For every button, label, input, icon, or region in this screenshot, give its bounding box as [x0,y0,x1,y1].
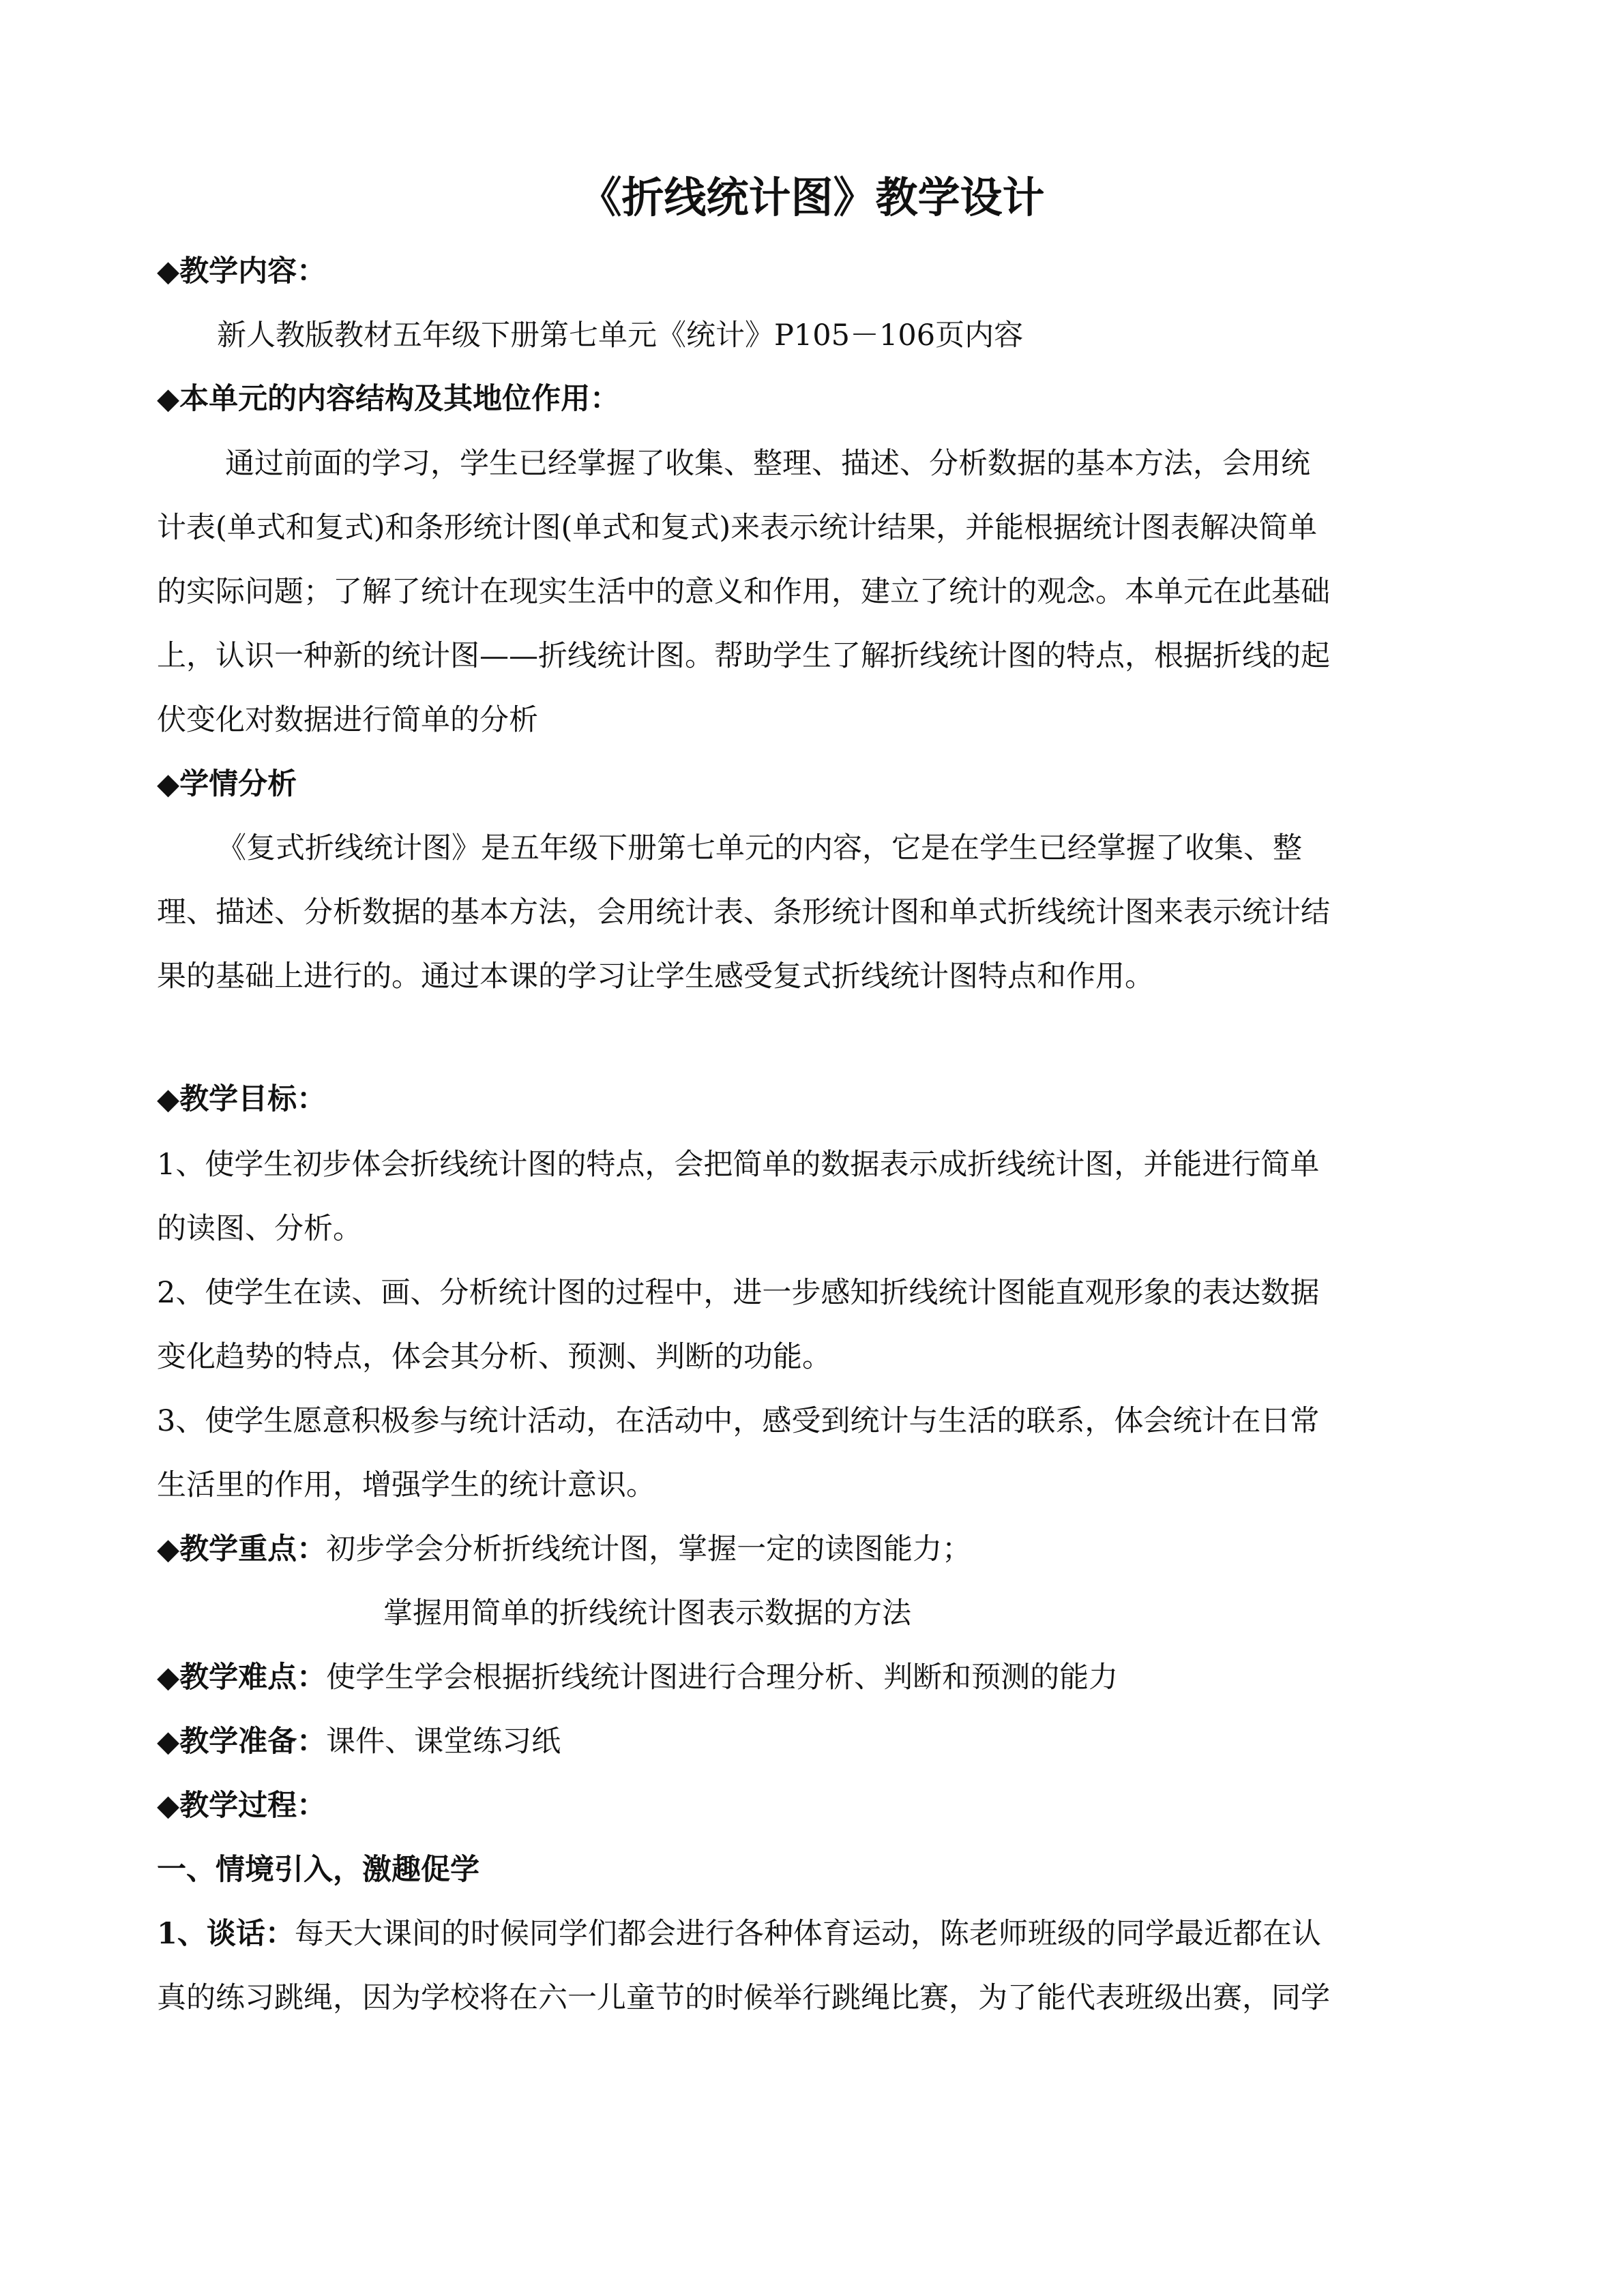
goals-line: 变化趋势的特点，体会其分析、预测、判断的功能。 [157,1340,831,1374]
structure-line: 伏变化对数据进行简单的分析 [157,703,538,737]
structure-line: 计表(单式和复式)和条形统计图(单式和复式)来表示统计结果，并能根据统计图表解决简单 [157,511,1318,545]
process-heading: ◆教学过程： [157,1789,327,1823]
goals-heading: ◆教学目标： [157,1082,327,1116]
preparation-row [157,1721,1473,1762]
talk-row [157,1913,1473,1954]
structure-line: 的实际问题；了解了统计在现实生活中的意义和作用，建立了统计的观念。本单元在此基础 [157,575,1330,609]
key-points-row [157,1529,1473,1570]
analysis-line: 果的基础上进行的。通过本课的学习让学生感受复式折线统计图特点和作用。 [157,959,1154,994]
structure-heading: ◆本单元的内容结构及其地位作用： [157,382,620,416]
goals-line: 1、使学生初步体会折线统计图的特点，会把简单的数据表示成折线统计图，并能进行简单 [157,1148,1320,1182]
process-step-heading: 一、情境引入，激趣促学 [157,1853,479,1887]
content-text: 新人教版教材五年级下册第七单元《统计》P105－106页内容 [217,318,1024,353]
difficulty-heading: ◆教学难点： [157,1660,327,1695]
preparation-heading: ◆教学准备： [157,1725,327,1759]
analysis-line: 《复式折线统计图》是五年级下册第七单元的内容，它是在学生已经掌握了收集、整 [217,831,1302,865]
goals-line: 生活里的作用，增强学生的统计意识。 [157,1468,655,1502]
talk-line: 真的练习跳绳，因为学校将在六一儿童节的时候举行跳绳比赛，为了能代表班级出赛，同学 [157,1981,1330,2015]
preparation-text: 课件、课堂练习纸 [326,1725,561,1759]
key-points-line: 初步学会分析折线统计图，掌握一定的读图能力； [326,1532,972,1566]
talk-label: 1、谈话： [157,1917,295,1951]
key-points-heading: ◆教学重点： [157,1532,327,1566]
structure-line: 上，认识一种新的统计图——折线统计图。帮助学生了解折线统计图的特点，根据折线的起 [157,639,1330,673]
analysis-line: 理、描述、分析数据的基本方法，会用统计表、条形统计图和单式折线统计图来表示统计结 [157,895,1330,929]
key-points-line: 掌握用简单的折线统计图表示数据的方法 [383,1596,911,1630]
analysis-heading: ◆学情分析 [157,767,297,801]
goals-line: 3、使学生愿意积极参与统计活动，在活动中，感受到统计与生活的联系，体会统计在日常 [157,1404,1320,1438]
content-heading: ◆教学内容： [157,254,327,288]
difficulty-row [157,1657,1473,1698]
goals-line: 2、使学生在读、画、分析统计图的过程中，进一步感知折线统计图能直观形象的表达数据 [157,1276,1320,1310]
document-title: 《折线统计图》教学设计 [579,173,1045,222]
goals-line: 的读图、分析。 [157,1212,362,1246]
difficulty-text: 使学生学会根据折线统计图进行合理分析、判断和预测的能力 [326,1660,1119,1695]
talk-text: 每天大课间的时候同学们都会进行各种体育运动，陈老师班级的同学最近都在认 [294,1917,1321,1951]
structure-line: 通过前面的学习，学生已经掌握了收集、整理、描述、分析数据的基本方法，会用统 [225,447,1310,481]
